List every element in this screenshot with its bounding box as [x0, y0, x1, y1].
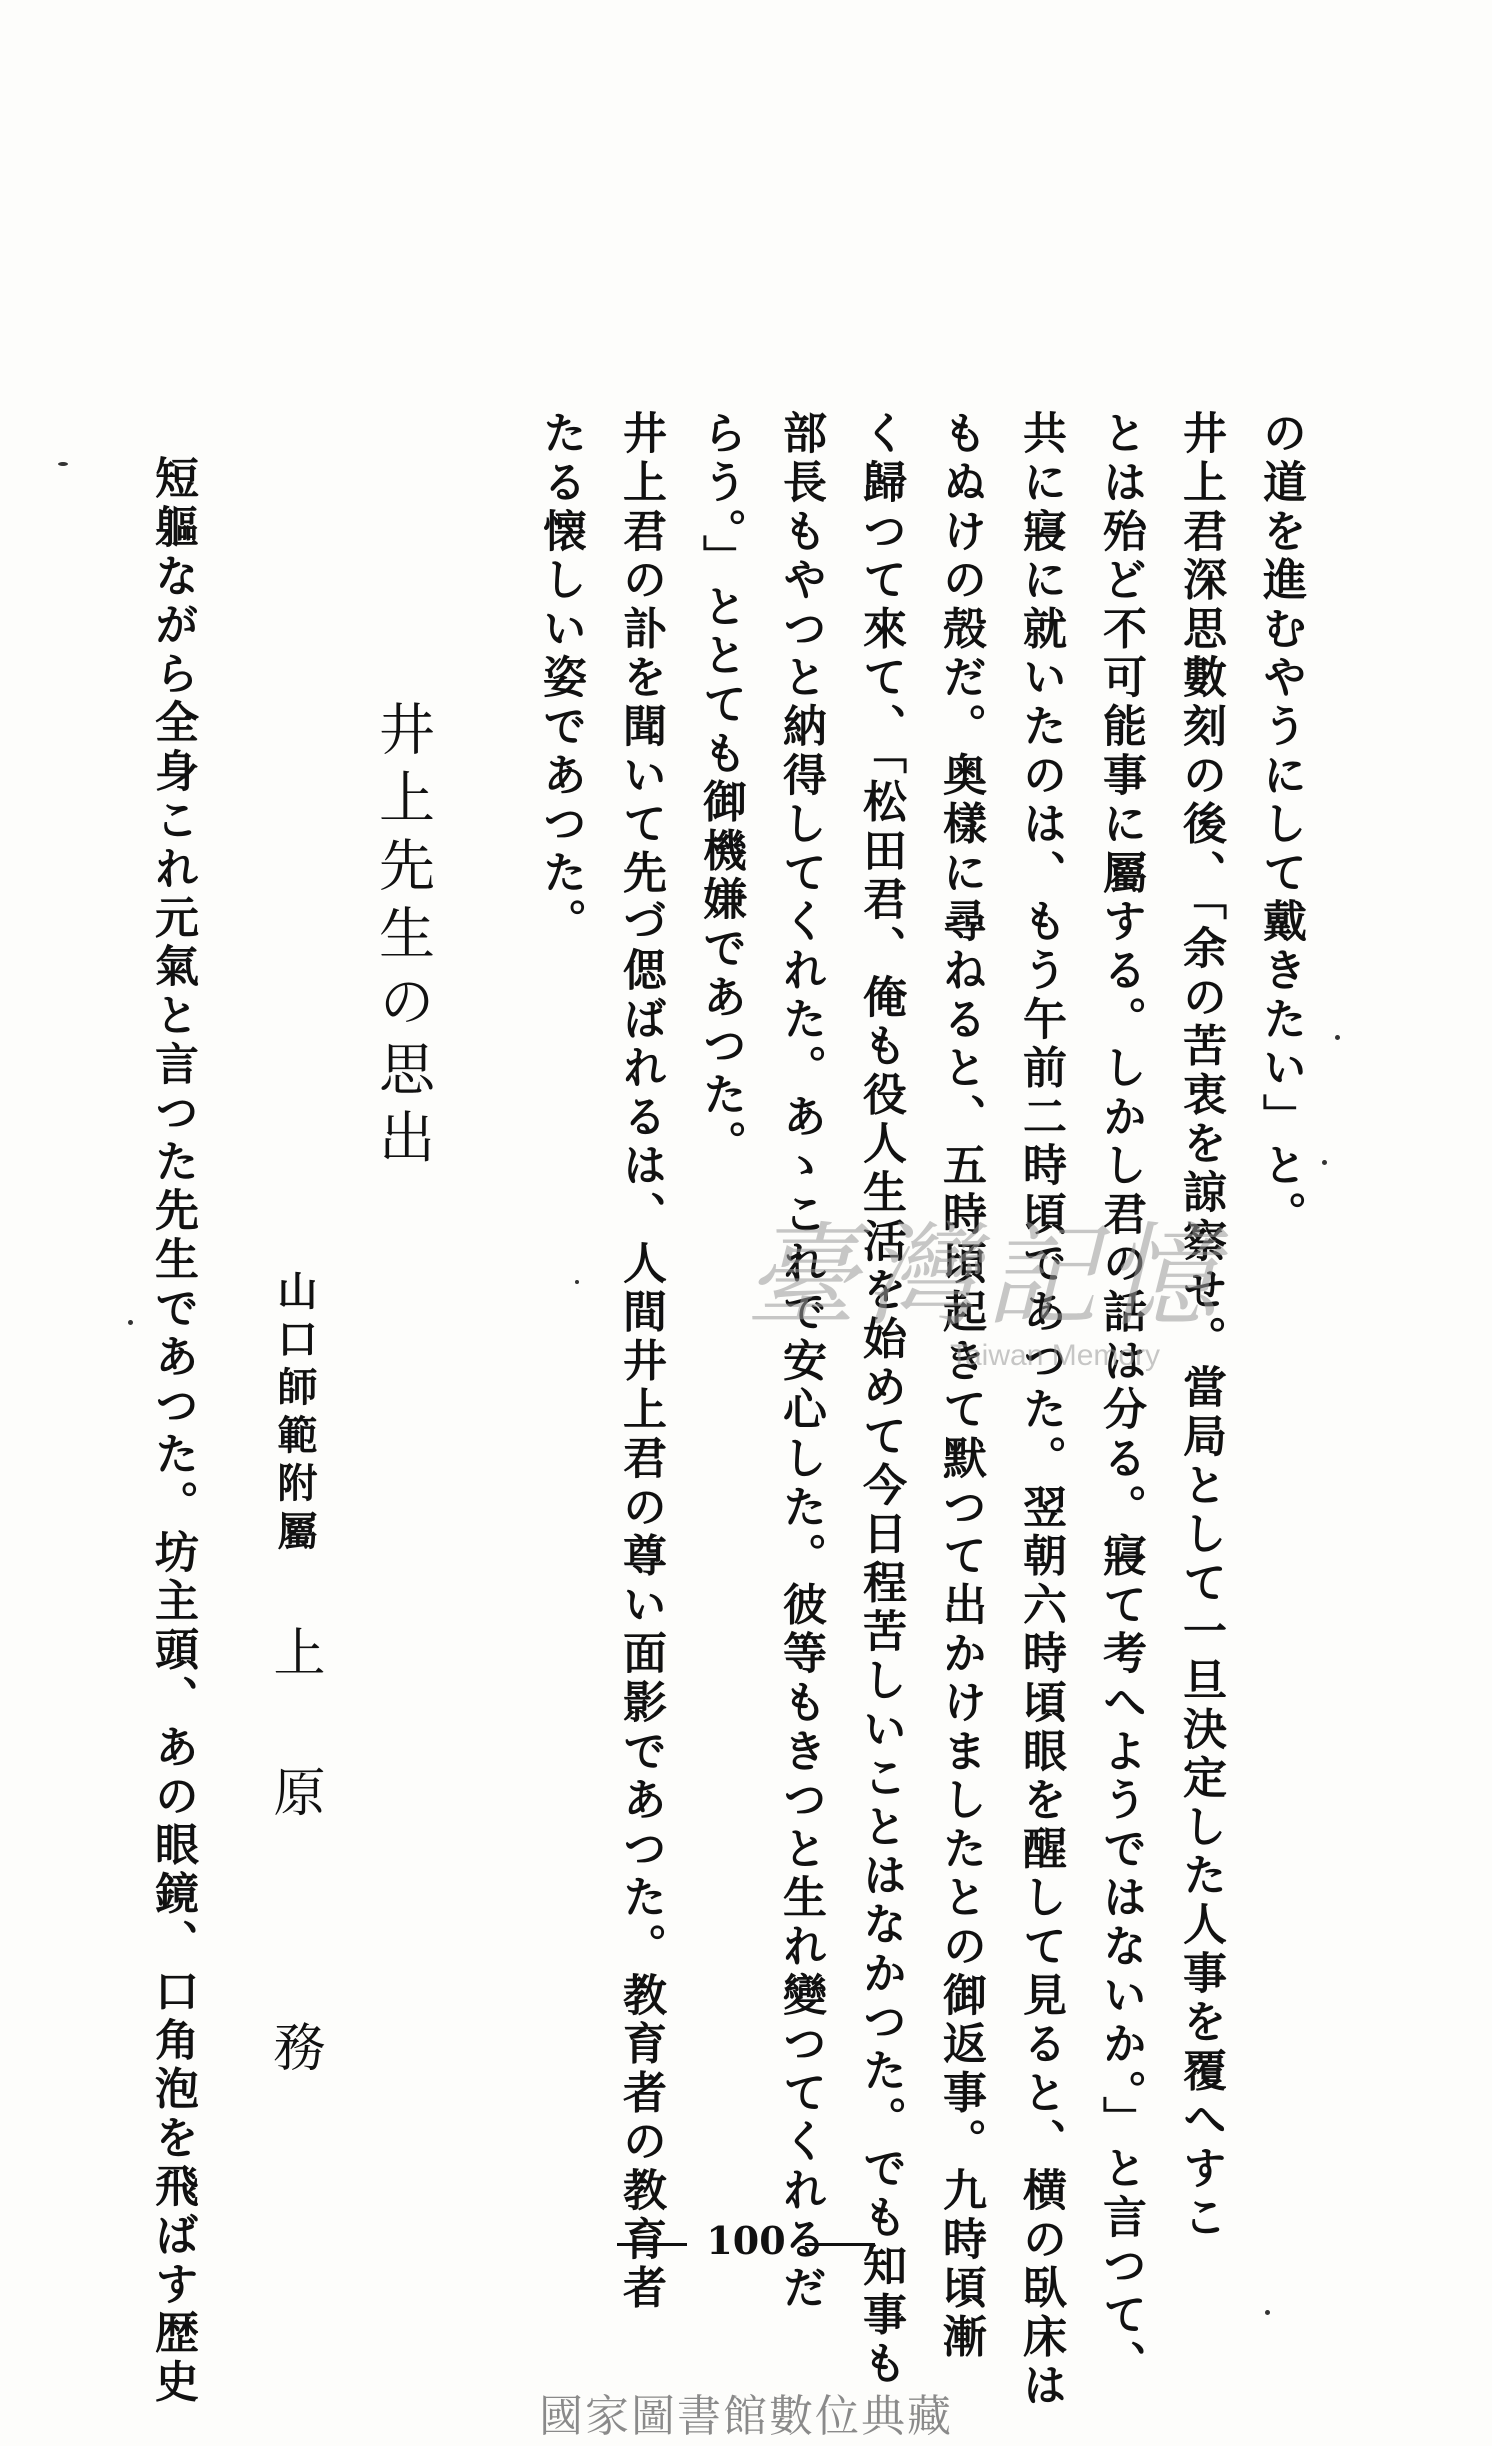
scan-speck	[1335, 1035, 1340, 1040]
author-name-family: 上	[264, 1625, 324, 1681]
scan-speck	[128, 1320, 133, 1325]
article-title: 井上先生の思出	[370, 700, 435, 1176]
author-name-given: 務	[264, 2020, 324, 2076]
page-number-dash-right	[805, 2243, 875, 2246]
author-name-middle: 原	[264, 1765, 324, 1821]
body-column-9: 井上君の訃を聞いて先づ偲ばれるは、人間井上君の尊い面影であつた。教育者の教育者	[615, 410, 666, 2314]
scan-speck	[1265, 2310, 1270, 2315]
body-column-8: らう。」ととても御機嫌であつた。	[695, 410, 746, 1169]
body-column-2: 井上君深思數刻の後、「余の苦衷を諒察せ。當局として一旦決定した人事を覆へすこ	[1175, 410, 1226, 2243]
scan-speck	[575, 1280, 579, 1284]
watermark-subtitle: Taiwan Memory	[950, 1339, 1161, 1372]
body-column-4: 共に寢に就いたのは、もう午前二時頃であつた。翌朝六時頃眼を醒して見ると、横の臥床は	[1015, 410, 1066, 2411]
scan-speck	[58, 462, 68, 466]
page-number-value: 100	[706, 2218, 786, 2263]
page-number-dash-left	[617, 2243, 687, 2246]
watermark-logo-text: 臺灣記憶	[745, 1215, 1225, 1342]
body-column-1: の道を進むやうにして戴きたい」と。	[1255, 410, 1306, 1240]
author-affiliation: 山口師範附屬	[271, 1270, 318, 1558]
body-column-5: もぬけの殻だ。奥樣に尋ねると、五時頃起きて默つて出かけましたとの御返事。九時頃漸	[935, 410, 986, 2362]
page-number	[0, 2218, 1492, 2263]
body-column-3: とは殆ど不可能事に屬する。しかし君の話は分る。寢て考へようではないか。」と言つて、	[1095, 410, 1146, 2389]
archive-footer: 國家圖書館數位典藏	[539, 2391, 953, 2442]
body-column-10: たる懐しい姿であつた。	[535, 410, 586, 947]
body-column-7: 部長もやつと納得してくれた。あゝこれで安心した。彼等もきつと生れ變つてくれるだ	[775, 410, 826, 2314]
next-section-column: 短軀ながら全身これ元氣と言つた先生であつた。坊主頭、あの眼鏡、口角泡を飛ばす歴史	[147, 455, 198, 2407]
body-column-6: く歸つて來て、「松田君、俺も役人生活を始めて今日程苦しいことはなかつた。でも知事も	[855, 410, 906, 2389]
scan-speck	[1322, 1160, 1327, 1165]
